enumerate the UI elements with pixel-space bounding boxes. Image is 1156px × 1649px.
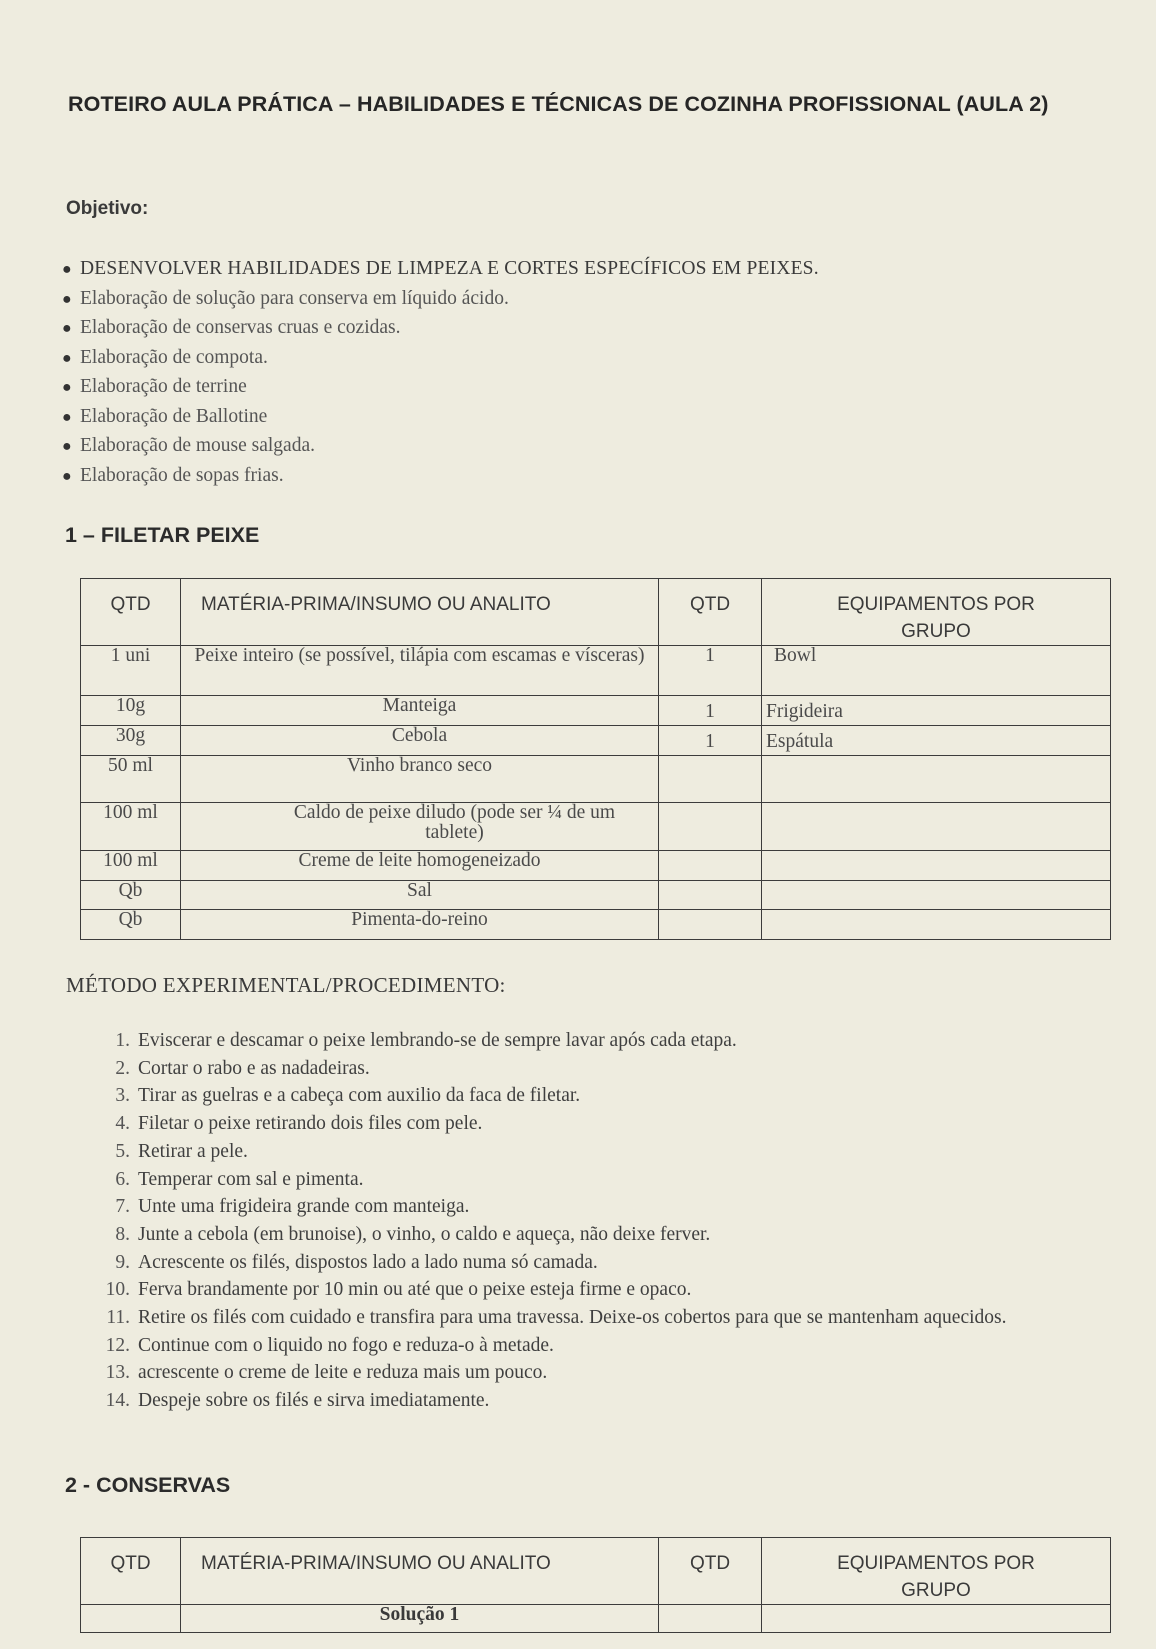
header-qtd-equip: QTD bbox=[659, 1538, 762, 1605]
cell-qtd: 10g bbox=[81, 696, 181, 726]
procedure-step: 11. Retire os filés com cuidado e transfira para uma travessa. Deixe-os cobertos para que se mantenham aquecidos. bbox=[106, 1307, 1007, 1329]
table-header-row bbox=[81, 1538, 1111, 1605]
page-title: ROTEIRO AULA PRÁTICA – HABILIDADES E TÉCNICAS DE COZINHA PROFISSIONAL (AULA 2) bbox=[68, 92, 1049, 116]
bullet-icon: ● bbox=[62, 290, 72, 308]
objectives-list bbox=[62, 254, 819, 490]
procedure-step: 7. Unte uma frigideira grande com manteiga. bbox=[115, 1196, 470, 1218]
bullet-icon: ● bbox=[62, 438, 72, 455]
procedure-step: 1. Eviscerar e descamar o peixe lembrando-se de sempre lavar após cada etapa. bbox=[115, 1030, 737, 1051]
header-equipamentos: EQUIPAMENTOS POR GRUPO bbox=[762, 579, 1111, 646]
table-row bbox=[81, 726, 1111, 756]
cell-qtd-equip bbox=[659, 803, 762, 851]
procedure-step: 9. Acrescente os filés, dispostos lado a lado numa só camada. bbox=[115, 1251, 598, 1273]
cell-equip bbox=[762, 1605, 1111, 1633]
procedure-steps bbox=[92, 1027, 1112, 1415]
table-row bbox=[81, 696, 1111, 726]
cell-materia: Sal bbox=[181, 881, 659, 910]
cell-materia: Cebola bbox=[181, 726, 659, 756]
bullet-icon: ● bbox=[62, 379, 72, 396]
cell-equip bbox=[762, 803, 1111, 851]
objective-item: ● Elaboração de Ballotine bbox=[62, 402, 819, 432]
bullet-icon: ● bbox=[62, 467, 72, 485]
cell-qtd: 100 ml bbox=[81, 851, 181, 881]
table-row bbox=[81, 910, 1111, 940]
objective-item: ● Elaboração de compota. bbox=[62, 343, 819, 373]
objective-item: ● Elaboração de mouse salgada. bbox=[62, 431, 819, 461]
procedure-step: 3. Tirar as guelras e a cabeça com auxilio da faca de filetar. bbox=[115, 1085, 581, 1107]
cell-materia: Creme de leite homogeneizado bbox=[181, 851, 659, 881]
procedure-step: 10. Ferva brandamente por 10 min ou até que o peixe esteja firme e opaco. bbox=[105, 1279, 692, 1301]
ingredients-table bbox=[80, 578, 1111, 940]
header-equipamentos: EQUIPAMENTOS POR GRUPO bbox=[762, 1538, 1111, 1605]
subheading-solucao: Solução 1 bbox=[181, 1605, 659, 1633]
objective-label: Objetivo: bbox=[66, 198, 149, 219]
cell-equip: Espátula bbox=[762, 726, 1111, 756]
bullet-icon: ● bbox=[62, 261, 72, 278]
cell-qtd-equip bbox=[659, 1605, 762, 1633]
cell-qtd-equip: 1 bbox=[659, 696, 762, 726]
bullet-icon: ● bbox=[62, 408, 72, 426]
procedure-step: 5. Retirar a pele. bbox=[115, 1140, 248, 1162]
procedure-step: 14. Despeje sobre os filés e sirva imediatamente. bbox=[105, 1390, 490, 1412]
table-row bbox=[81, 1605, 1111, 1633]
cell-qtd: 100 ml bbox=[81, 803, 181, 851]
cell-materia: Manteiga bbox=[181, 696, 659, 726]
cell-materia: Caldo de peixe diludo (pode ser ¼ de um tablete) bbox=[181, 803, 659, 851]
cell-materia: Pimenta-do-reino bbox=[181, 910, 659, 940]
cell-equip bbox=[762, 756, 1111, 803]
cell-qtd: 1 uni bbox=[81, 646, 181, 696]
conservas-table bbox=[80, 1537, 1111, 1633]
header-qtd: QTD bbox=[81, 1538, 181, 1605]
cell-qtd-equip bbox=[659, 756, 762, 803]
cell-materia: Peixe inteiro (se possível, tilápia com escamas e vísceras) bbox=[181, 646, 659, 696]
cell-equip: Frigideira bbox=[762, 696, 1111, 726]
cell-equip bbox=[762, 851, 1111, 881]
objective-item: ● DESENVOLVER HABILIDADES DE LIMPEZA E CORTES ESPECÍFICOS EM PEIXES. bbox=[62, 254, 819, 284]
cell-qtd: 50 ml bbox=[81, 756, 181, 803]
procedure-step: 13. acrescente o creme de leite e reduza mais um pouco. bbox=[105, 1362, 548, 1384]
bullet-icon: ● bbox=[62, 320, 72, 337]
header-qtd: QTD bbox=[81, 579, 181, 646]
section-heading-filetar-peixe: 1 – FILETAR PEIXE bbox=[65, 523, 260, 547]
bullet-icon: ● bbox=[62, 349, 72, 367]
table-row bbox=[81, 881, 1111, 910]
procedure-step: 2. Cortar o rabo e as nadadeiras. bbox=[115, 1057, 370, 1079]
cell-materia: Vinho branco seco bbox=[181, 756, 659, 803]
procedure-step: 8. Junte a cebola (em brunoise), o vinho, o caldo e aqueça, não deixe ferver. bbox=[115, 1223, 711, 1245]
cell-qtd bbox=[81, 1605, 181, 1633]
section-heading-conservas: 2 - CONSERVAS bbox=[65, 1473, 231, 1497]
procedure-step: 12. Continue com o liquido no fogo e reduza-o à metade. bbox=[105, 1334, 554, 1356]
table-row bbox=[81, 803, 1111, 851]
cell-qtd-equip bbox=[659, 851, 762, 881]
table-row bbox=[81, 851, 1111, 881]
cell-equip bbox=[762, 881, 1111, 910]
objective-item: ● Elaboração de solução para conserva em líquido ácido. bbox=[62, 284, 819, 314]
table-header-row bbox=[81, 579, 1111, 646]
method-title: MÉTODO EXPERIMENTAL/PROCEDIMENTO: bbox=[66, 973, 506, 997]
header-materia: MATÉRIA-PRIMA/INSUMO OU ANALITO bbox=[181, 1538, 659, 1605]
cell-qtd-equip bbox=[659, 910, 762, 940]
cell-qtd: Qb bbox=[81, 881, 181, 910]
cell-qtd-equip bbox=[659, 881, 762, 910]
header-qtd-equip: QTD bbox=[659, 579, 762, 646]
table-row bbox=[81, 646, 1111, 696]
cell-equip: Bowl bbox=[762, 646, 1111, 696]
header-materia: MATÉRIA-PRIMA/INSUMO OU ANALITO bbox=[181, 579, 659, 646]
objective-item: ● Elaboração de sopas frias. bbox=[62, 461, 819, 491]
cell-qtd: Qb bbox=[81, 910, 181, 940]
cell-qtd-equip: 1 bbox=[659, 726, 762, 756]
cell-qtd: 30g bbox=[81, 726, 181, 756]
objective-item: ● Elaboração de conservas cruas e cozidas. bbox=[62, 313, 819, 343]
cell-equip bbox=[762, 910, 1111, 940]
table-row bbox=[81, 756, 1111, 803]
procedure-step: 4. Filetar o peixe retirando dois files com pele. bbox=[115, 1113, 483, 1135]
cell-qtd-equip: 1 bbox=[659, 646, 762, 696]
procedure-step: 6. Temperar com sal e pimenta. bbox=[115, 1168, 364, 1190]
objective-item: ● Elaboração de terrine bbox=[62, 372, 819, 402]
